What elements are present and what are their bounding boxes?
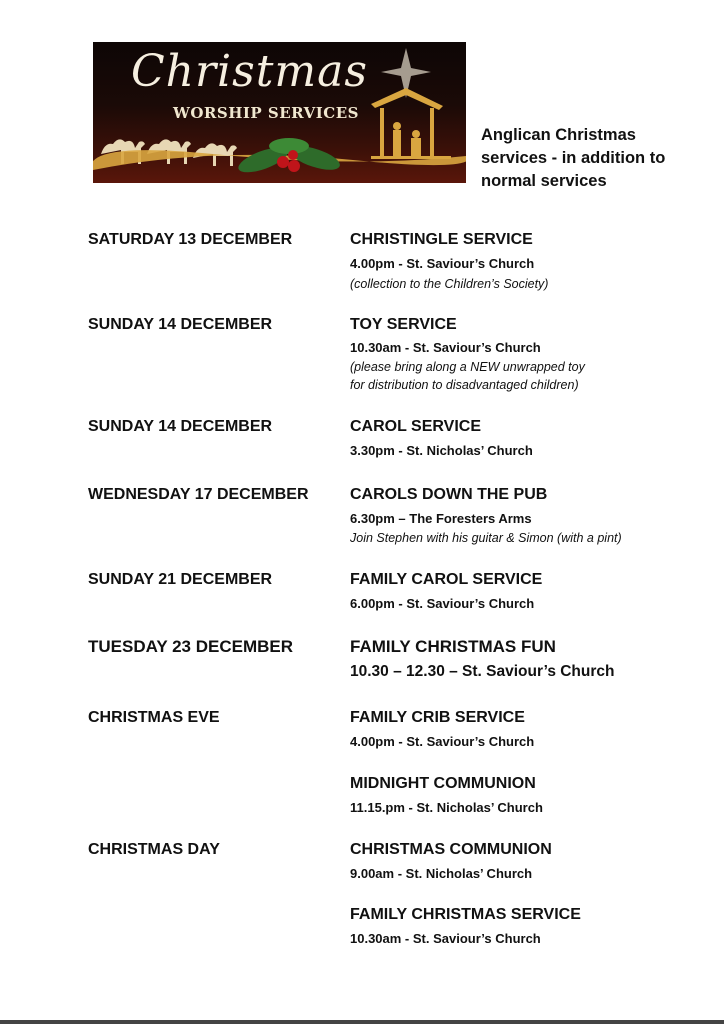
service-time-location: 10.30am - St. Saviour’s Church <box>350 931 541 946</box>
service-title: MIDNIGHT COMMUNION <box>350 775 536 792</box>
christmas-banner <box>93 42 466 183</box>
service-day: SUNDAY 14 DECEMBER <box>88 418 273 435</box>
nativity-stable-icon <box>371 88 451 159</box>
service-day: CHRISTMAS EVE <box>88 709 220 726</box>
service-time-location: 4.00pm - St. Saviour’s Church <box>350 256 535 271</box>
service-title: TOY SERVICE <box>350 316 457 333</box>
service-day: SATURDAY 13 DECEMBER <box>88 231 293 248</box>
service-title: FAMILY CAROL SERVICE <box>350 571 543 588</box>
service-day: WEDNESDAY 17 DECEMBER <box>88 486 309 503</box>
intro-text <box>481 124 711 193</box>
holly-icon <box>235 138 342 177</box>
service-time-location: 10.30 – 12.30 – St. Saviour’s Church <box>350 663 615 680</box>
service-title: CAROL SERVICE <box>350 418 481 435</box>
service-time-location: 3.30pm - St. Nicholas’ Church <box>350 443 533 458</box>
intro-line: services - in addition to <box>481 149 666 167</box>
service-note: Join Stephen with his guitar & Simon (with a pint) <box>350 531 622 545</box>
service-time-location: 11.15.pm - St. Nicholas’ Church <box>350 800 543 815</box>
service-title: FAMILY CRIB SERVICE <box>350 709 525 726</box>
banner-script-title: Christmas <box>131 46 368 97</box>
service-title: FAMILY CHRISTMAS FUN <box>350 637 556 656</box>
service-day: SUNDAY 21 DECEMBER <box>88 571 273 588</box>
service-note: (please bring along a NEW unwrapped toy <box>350 360 585 374</box>
intro-line: normal services <box>481 172 607 190</box>
intro-line: Anglican Christmas <box>481 126 636 144</box>
banner-subtitle: WORSHIP SERVICES <box>173 104 359 122</box>
service-title: FAMILY CHRISTMAS SERVICE <box>350 906 581 923</box>
bottom-divider <box>0 1020 724 1024</box>
service-title: CHRISTMAS COMMUNION <box>350 841 552 858</box>
service-time-location: 9.00am - St. Nicholas’ Church <box>350 866 533 881</box>
service-day: CHRISTMAS DAY <box>88 841 220 858</box>
service-time-location: 4.00pm - St. Saviour’s Church <box>350 734 535 749</box>
service-note: (collection to the Children’s Society) <box>350 277 549 291</box>
service-time-location: 10.30am - St. Saviour’s Church <box>350 340 541 355</box>
service-note: for distribution to disadvantaged children) <box>350 378 579 392</box>
service-day: SUNDAY 14 DECEMBER <box>88 316 273 333</box>
service-day: TUESDAY 23 DECEMBER <box>88 637 294 656</box>
service-time-location: 6.30pm – The Foresters Arms <box>350 511 532 526</box>
service-title: CAROLS DOWN THE PUB <box>350 486 548 503</box>
service-title: CHRISTINGLE SERVICE <box>350 231 533 248</box>
service-time-location: 6.00pm - St. Saviour’s Church <box>350 596 535 611</box>
